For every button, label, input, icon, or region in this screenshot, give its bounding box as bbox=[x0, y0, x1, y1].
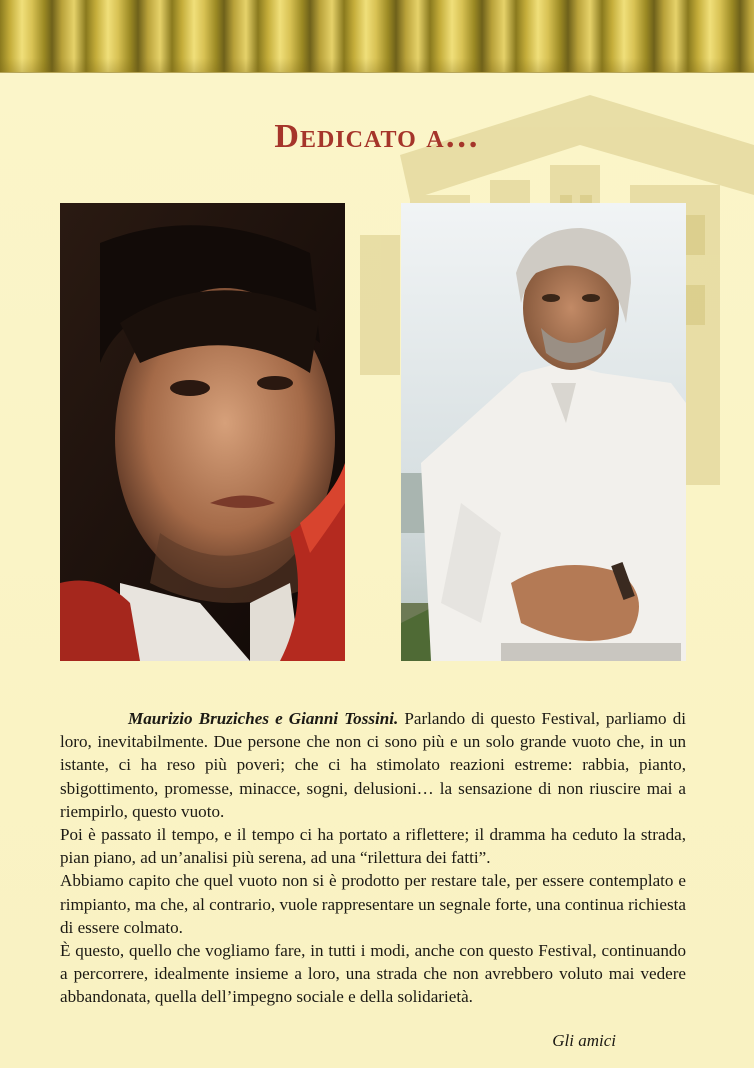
names-heading: Maurizio Bruziches e Gianni Tossini. bbox=[128, 709, 399, 728]
paragraph-2: Poi è passato il tempo, e il tempo ci ha portato a riflettere; il dramma ha ceduto la strada, pian piano, ad un’analisi più serena, ad una “rilettura dei fatti”. bbox=[60, 825, 686, 868]
paragraph-1 bbox=[60, 707, 686, 823]
paragraph-3: Abbiamo capito che quel vuoto non si è prodotto per restare tale, per essere contemplato e rimpianto, ma che, al contrario, vuole rappresentare un segnale forte, una continua richiesta di essere colmato. bbox=[60, 871, 686, 937]
page-title: Dedicato a… bbox=[274, 118, 480, 155]
curtain-header-banner bbox=[0, 0, 754, 73]
photo-portrait-left bbox=[60, 203, 345, 661]
paragraph-4: È questo, quello che vogliamo fare, in tutti i modi, anche con questo Festival, continuando a percorrere, idealmente insieme a loro, una strada che non avrebbero voluto mai vedere abbandonata, quella dell’impegno sociale e della solidarietà. bbox=[60, 941, 686, 1007]
body-text bbox=[60, 707, 686, 1009]
paragraph-1-text: Parlando di questo Festival, parliamo di loro, inevitabilmente. Due persone che non ci sono più e un solo grande vuoto che, in un istante, ci ha reso più poveri; che ci ha stimolato reazioni estreme: rabbia, pianto, sbigottimento, promesse, minacce, sogni, delusioni… la sensazione di non riuscire mai a riempirlo, questo vuoto. bbox=[60, 709, 687, 821]
signature: Gli amici bbox=[552, 1031, 616, 1050]
photo-portrait-right bbox=[401, 203, 686, 661]
